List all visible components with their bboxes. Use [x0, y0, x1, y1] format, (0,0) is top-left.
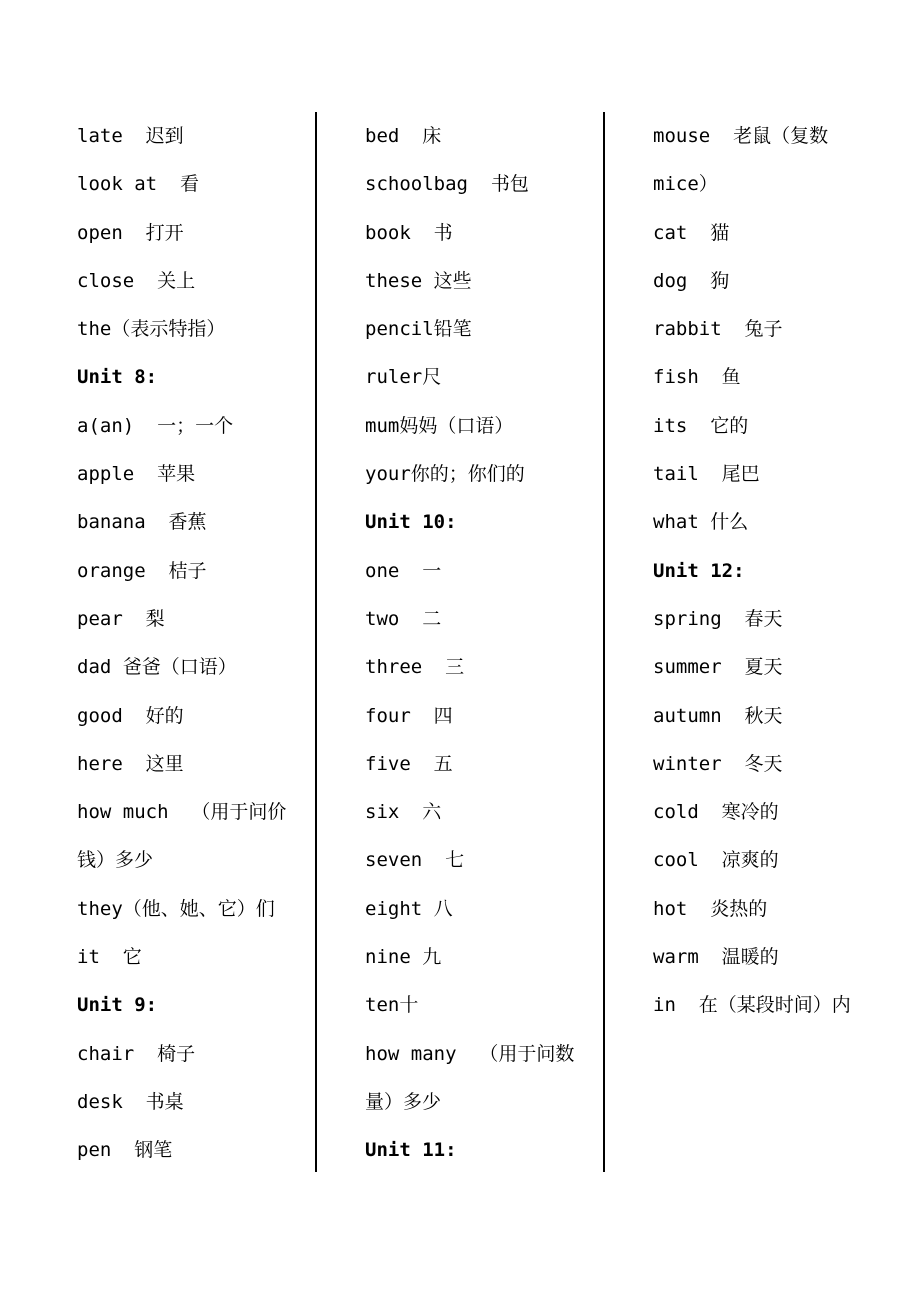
vocab-entry: 钱）多少: [77, 849, 154, 872]
unit-heading: Unit 12:: [653, 559, 745, 582]
vocab-entry: bed 床: [365, 125, 442, 147]
vocab-entry: tail 尾巴: [653, 463, 760, 486]
vocab-entry: dad 爸爸（口语）: [77, 656, 237, 679]
vocab-entry: they（他、她、它）们: [77, 897, 275, 920]
vocab-entry: late 迟到: [77, 125, 184, 147]
vocab-entry: chair 椅子: [77, 1042, 196, 1065]
vocab-entry: its 它的: [653, 414, 749, 437]
vocab-entry: orange 桔子: [77, 559, 207, 582]
vocab-entry: pen 钢笔: [77, 1139, 173, 1162]
vocab-entry: these 这些: [365, 269, 472, 292]
vocab-entry: seven 七: [365, 849, 465, 872]
vocab-entry: mice）: [653, 173, 718, 196]
unit-heading: Unit 8:: [77, 366, 158, 389]
vocab-column-2: [365, 112, 595, 1172]
vocab-entry: it 它: [77, 946, 142, 969]
vocab-entry: in 在（某段时间）内: [653, 994, 851, 1017]
column-divider: [603, 112, 605, 1172]
vocab-entry: three 三: [365, 656, 465, 679]
vocab-entry: good 好的: [77, 704, 184, 727]
vocab-entry: fish 鱼: [653, 366, 741, 389]
vocab-entry: summer 夏天: [653, 656, 783, 679]
unit-heading: Unit 9:: [77, 994, 158, 1017]
vocab-entry: nine 九: [365, 946, 442, 969]
vocab-entry: apple 苹果: [77, 463, 196, 486]
vocab-entry: close 关上: [77, 269, 196, 292]
vocab-entry: open 打开: [77, 221, 184, 244]
vocab-entry: look at 看: [77, 173, 199, 196]
vocab-entry: book 书: [365, 221, 453, 244]
vocab-entry: schoolbag 书包: [365, 173, 529, 196]
vocab-entry: your你的；你们的: [365, 463, 525, 486]
unit-heading: Unit 10:: [365, 511, 457, 534]
vocab-entry: hot 炎热的: [653, 897, 768, 920]
vocab-entry: one 一: [365, 559, 442, 582]
vocab-entry: mum妈妈（口语）: [365, 414, 514, 437]
vocab-entry: rabbit 兔子: [653, 318, 783, 341]
vocab-column-1: [77, 112, 307, 1172]
vocab-entry: the（表示特指）: [77, 318, 226, 341]
vocab-entry: eight 八: [365, 897, 453, 920]
vocab-entry: 量）多少: [365, 1090, 442, 1113]
vocab-entry: how many （用于问数: [365, 1042, 575, 1065]
vocab-entry: what 什么: [653, 511, 749, 534]
vocab-entry: pencil铅笔: [365, 318, 472, 341]
vocab-entry: dog 狗: [653, 269, 730, 292]
vocab-entry: autumn 秋天: [653, 704, 783, 727]
vocab-entry: ruler尺: [365, 366, 442, 389]
vocab-entry: five 五: [365, 752, 453, 775]
vocab-entry: warm 温暖的: [653, 946, 779, 969]
vocab-entry: how much （用于问价: [77, 801, 287, 824]
vocab-entry: four 四: [365, 704, 453, 727]
vocab-entry: ten十: [365, 994, 419, 1017]
vocab-entry: winter 冬天: [653, 752, 783, 775]
vocab-entry: mouse 老鼠（复数: [653, 125, 829, 147]
vocab-entry: pear 梨: [77, 607, 165, 630]
vocab-entry: six 六: [365, 801, 442, 824]
vocab-entry: spring 春天: [653, 607, 783, 630]
vocab-entry: a(an) 一；一个: [77, 414, 234, 437]
vocab-entry: desk 书桌: [77, 1090, 184, 1113]
vocab-entry: here 这里: [77, 752, 184, 775]
vocab-entry: cat 猫: [653, 221, 730, 244]
unit-heading: Unit 11:: [365, 1139, 457, 1162]
vocab-entry: two 二: [365, 607, 442, 630]
vocab-entry: cool 凉爽的: [653, 849, 779, 872]
vocab-column-3: [653, 112, 883, 1172]
vocab-entry: cold 寒冷的: [653, 801, 779, 824]
column-divider: [315, 112, 317, 1172]
vocab-entry: banana 香蕉: [77, 511, 207, 534]
